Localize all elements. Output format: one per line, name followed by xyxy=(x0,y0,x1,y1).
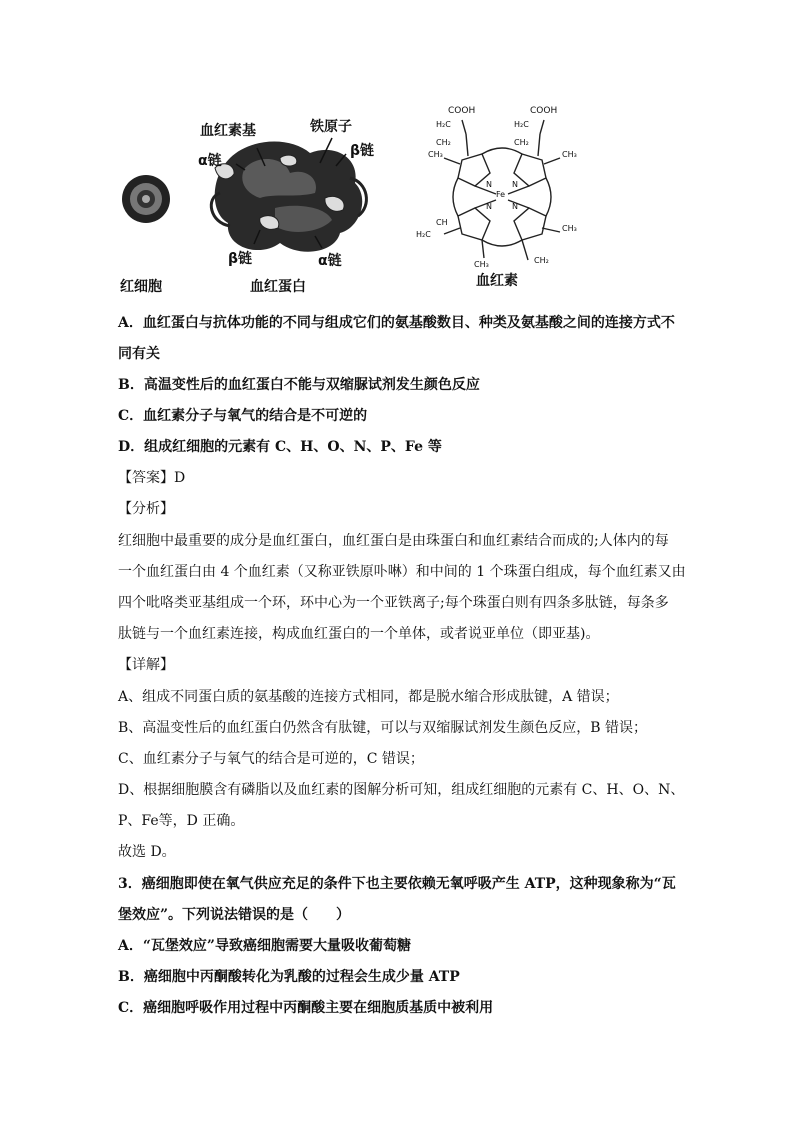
detail-d-line-1: D、根据细胞膜含有磷脂以及血红素的图解分析可知，组成红细胞的元素有 C、H、O、N、 xyxy=(118,782,685,798)
label-alpha-chain-bottom: α链 xyxy=(318,253,342,269)
question-3-option-a: A．“瓦堡效应”导致癌细胞需要大量吸收葡萄糖 xyxy=(118,938,411,954)
chem-n-top-right: N xyxy=(512,180,518,189)
detail-c: C、血红素分子与氧气的结合是可逆的，C 错误； xyxy=(118,751,424,767)
chem-ch-bottom-left: CH xyxy=(436,218,448,227)
detail-a: A、组成不同蛋白质的氨基酸的连接方式相同，都是脱水缩合形成肽键，A 错误； xyxy=(118,689,619,705)
hemoglobin-figure xyxy=(110,98,600,298)
analysis-line-3: 四个吡咯类亚基组成一个环，环中心为一个亚铁离子;每个珠蛋白则有四条多肽链，每条多 xyxy=(118,595,669,611)
label-beta-chain-right: β链 xyxy=(350,143,375,159)
chem-cooh-left: COOH xyxy=(448,106,476,116)
label-heme: 血红素 xyxy=(476,273,518,289)
option-b: B．高温变性后的血红蛋白不能与双缩脲试剂发生颜色反应 xyxy=(118,377,480,393)
chem-ch2-bottom-right: CH₂ xyxy=(534,256,549,265)
detail-heading: 【详解】 xyxy=(118,657,174,673)
option-a-line-2: 同有关 xyxy=(118,346,160,362)
chem-ch3-right: CH₃ xyxy=(562,150,577,159)
chem-ch3-bottom-right: CH₃ xyxy=(562,224,577,233)
analysis-line-2: 一个血红蛋白由 4 个血红素（又称亚铁原卟啉）和中间的 1 个珠蛋白组成，每个血红素又由 xyxy=(118,564,686,580)
label-red-blood-cell: 红细胞 xyxy=(120,279,162,295)
question-3-line-1: 3．癌细胞即使在氧气供应充足的条件下也主要依赖无氧呼吸产生 ATP，这种现象称为“瓦 xyxy=(118,876,676,892)
option-c: C．血红素分子与氧气的结合是不可逆的 xyxy=(118,408,368,424)
analysis-line-1: 红细胞中最重要的成分是血红蛋白，血红蛋白是由珠蛋白和血红素结合而成的;人体内的每 xyxy=(118,533,669,549)
question-3-option-c: C．癌细胞呼吸作用过程中丙酮酸主要在细胞质基质中被利用 xyxy=(118,1000,494,1016)
chem-n-top-left: N xyxy=(486,180,492,189)
label-alpha-chain-top: α链 xyxy=(198,153,222,169)
option-a-line-1: A．血红蛋白与抗体功能的不同与组成它们的氨基酸数目、种类及氨基酸之间的连接方式不 xyxy=(118,315,675,331)
analysis-heading: 【分析】 xyxy=(118,501,174,517)
chem-n-bottom-left: N xyxy=(486,202,492,211)
label-beta-chain-bottom: β链 xyxy=(228,251,253,267)
chem-h2c-left: H₂C xyxy=(436,120,451,129)
chem-ch3-bottom: CH₃ xyxy=(474,260,489,269)
chem-h2c-right: H₂C xyxy=(514,120,529,129)
chem-fe: Fe xyxy=(496,190,506,199)
label-iron-atom: 铁原子 xyxy=(310,119,352,135)
option-d: D．组成红细胞的元素有 C、H、O、N、P、Fe 等 xyxy=(118,439,442,455)
label-hemoglobin: 血红蛋白 xyxy=(250,279,306,295)
hemoglobin-drawing xyxy=(211,138,366,252)
chem-h2c-bottom-left: H₂C xyxy=(416,230,431,239)
analysis-line-4: 肽链与一个血红素连接，构成血红蛋白的一个单体，或者说亚单位（即亚基)。 xyxy=(118,626,600,642)
label-heme-group: 血红素基 xyxy=(200,123,256,139)
detail-b: B、高温变性后的血红蛋白仍然含有肽键，可以与双缩脲试剂发生颜色反应，B 错误； xyxy=(118,720,648,736)
chem-ch2-left: CH₂ xyxy=(436,138,451,147)
question-3-line-2: 堡效应”。下列说法错误的是（ ） xyxy=(118,907,351,923)
chem-n-bottom-right: N xyxy=(512,202,518,211)
answer: 【答案】D xyxy=(118,470,186,486)
red-blood-cell-drawing xyxy=(122,175,170,223)
conclusion: 故选 D。 xyxy=(118,844,176,860)
question-3-option-b: B．癌细胞中丙酮酸转化为乳酸的过程会生成少量 ATP xyxy=(118,969,460,985)
chem-cooh-right: COOH xyxy=(530,106,558,116)
chem-ch3-left: CH₃ xyxy=(428,150,443,159)
detail-d-line-2: P、Fe等，D 正确。 xyxy=(118,813,245,829)
chem-ch2-right: CH₂ xyxy=(514,138,529,147)
